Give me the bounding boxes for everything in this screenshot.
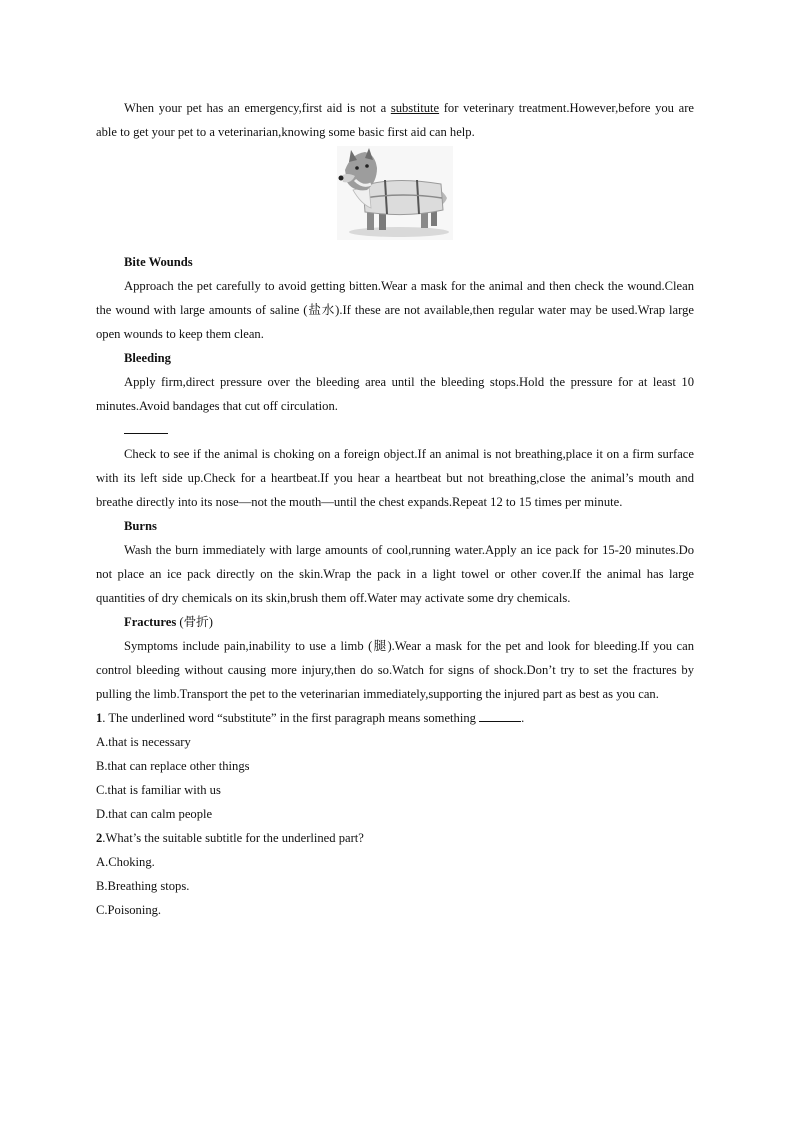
underlined-word: substitute: [390, 101, 440, 115]
section-heading-bite-wounds: Bite Wounds: [124, 255, 193, 269]
section-heading-fractures: [124, 610, 694, 634]
intro-paragraph: [96, 96, 694, 144]
question-1-option-b: B.that can replace other things: [96, 759, 250, 773]
section-heading-blank: [96, 418, 694, 442]
document-page: [96, 96, 694, 922]
question-2-text: .What’s the suitable subtitle for the underlined part?: [102, 831, 364, 845]
question-1-end: .: [521, 711, 525, 725]
section-heading-burns: Burns: [124, 519, 157, 533]
fractures-gloss: (骨折): [176, 615, 213, 629]
section-body-bleeding: Apply firm,direct pressure over the bleeding area until the bleeding stops.Hold the pressure for at least 10 minutes.Avoid bandages that cut off circulation.: [96, 375, 694, 413]
question-1-blank: [479, 709, 521, 722]
question-2-option-b: B.Breathing stops.: [96, 879, 190, 893]
section-heading-bleeding: Bleeding: [124, 351, 171, 365]
question-2-number: 2: [96, 831, 103, 845]
subtitle-blank: [124, 419, 168, 434]
section-body-burns: Wash the burn immediately with large amounts of cool,running water.Apply an ice pack for 15-20 minutes.Do not place an ice pack directly on the skin.Wrap the pack in a light towel or other cover.If the animal has large quantities of dry chemicals on its skin,brush them off.Water may activate some dry chemicals.: [96, 543, 694, 605]
intro-text-after: for veterinary treatment.However,before you are able to get your pet to a veterinarian,knowing some basic first aid can help.: [96, 101, 694, 139]
question-2-stem: [96, 826, 694, 850]
question-2-option-c: C.Poisoning.: [96, 903, 162, 917]
dog-photo: [96, 146, 694, 240]
question-1-option-d: D.that can calm people: [96, 807, 213, 821]
intro-text-before: When your pet has an emergency,first aid is not a: [124, 101, 391, 115]
section-body-blank: Check to see if the animal is choking on a foreign object.If an animal is not breathing,place it on a firm surface with its left side up.Check for a heartbeat.If you hear a heartbeat but not breathing,close the animal’s mouth and breathe directly into its nose—not the mouth—until the chest expands.Repeat 12 to 15 times per minute.: [96, 447, 694, 509]
question-1-option-a: A.that is necessary: [96, 735, 191, 749]
section-body-bite-wounds: Approach the pet carefully to avoid getting bitten.Wear a mask for the animal and then check the wound.Clean the wound with large amounts of saline (盐水).If these are not available,then regular water may be used.Wrap large open wounds to keep them clean.: [96, 279, 694, 341]
question-1-stem: [96, 706, 694, 730]
dog-in-coat-photo-icon: [337, 146, 453, 240]
fractures-heading-text: Fractures: [124, 615, 177, 629]
question-1-option-c: C.that is familiar with us: [96, 783, 221, 797]
question-1-text: . The underlined word “substitute” in the first paragraph means something: [102, 711, 480, 725]
question-1-number: 1: [96, 711, 103, 725]
section-body-fractures: Symptoms include pain,inability to use a limb (腿).Wear a mask for the pet and look for bleeding.If you can control bleeding without causing more injury,then do so.Watch for signs of shock.Don’t try to set the fractures by pulling the limb.Transport the pet to the veterinarian immediately,supporting the injured part as best as you can.: [96, 639, 694, 701]
question-2-option-a: A.Choking.: [96, 855, 155, 869]
